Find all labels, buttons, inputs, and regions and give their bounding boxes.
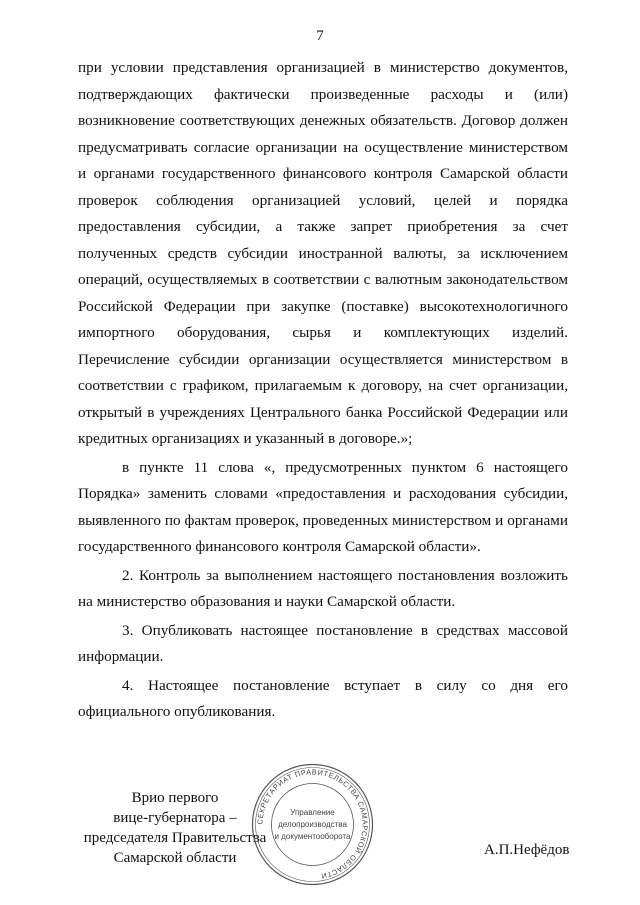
signatory-title-line: Самарской области bbox=[113, 850, 237, 866]
stamp-inner-line: делопроизводства bbox=[278, 820, 347, 829]
signer-name: А.П.Нефёдов bbox=[484, 842, 570, 858]
document-body bbox=[78, 55, 568, 726]
official-stamp bbox=[250, 762, 375, 887]
signatory-title-line: вице-губернатора – bbox=[113, 810, 237, 826]
paragraph-item-11: в пункте 11 слова «, предусмотренных пунктом 6 настоящего Порядка» заменить словами «предоставления и расходования субсидии, выявленного по фактам проверок, проведенных министерством и органами государственного финансового контроля Самарской области». bbox=[78, 458, 568, 555]
paragraph-publish: 3. Опубликовать настоящее постановление в средствах массовой информации. bbox=[78, 621, 568, 665]
stamp-inner-line: и документооборота bbox=[274, 832, 351, 841]
page-number: 7 bbox=[316, 28, 324, 44]
signatory-title-line: председателя Правительства bbox=[83, 830, 267, 846]
signatory-title bbox=[80, 788, 270, 868]
signatory-title-line: Врио первого bbox=[131, 790, 219, 806]
paragraph-control: 2. Контроль за выполнением настоящего постановления возложить на министерство образования и науки Самарской области. bbox=[78, 566, 568, 610]
paragraph-continuation: при условии представления организацией в министерство документов, подтверждающих фактически произведенные расходы и (или) возникновение соответствующих денежных обязательств. Договор должен предусматривать согласие организации на осуществление министерством и органами государственного финансового контроля Самарской области проверок соблюдения организацией условий, целей и порядка предоставления субсидии, а также запрет приобретения за счет полученных средств субсидии иностранной валюты, за исключением операций, осуществляемых в соответствии с валютным законодательством Российской Федерации при закупке (поставке) высокотехнологичного импортного оборудования, сырья и комплектующих изделий. Перечисление субсидии организации осуществляется министерством в соответствии с графиком, прилагаемым к договору, на счет организации, открытый в учреждениях Центрального банка Российской Федерации или кредитных организациях и указанный в договоре.»; bbox=[78, 59, 568, 447]
stamp-inner-line: Управление bbox=[290, 808, 335, 817]
stamp-ring-text: СЕКРЕТАРИАТ ПРАВИТЕЛЬСТВА САМАРСКОЙ ОБЛАСТИ bbox=[255, 767, 370, 881]
paragraph-effective: 4. Настоящее постановление вступает в силу со дня его официального опубликования. bbox=[78, 676, 568, 720]
